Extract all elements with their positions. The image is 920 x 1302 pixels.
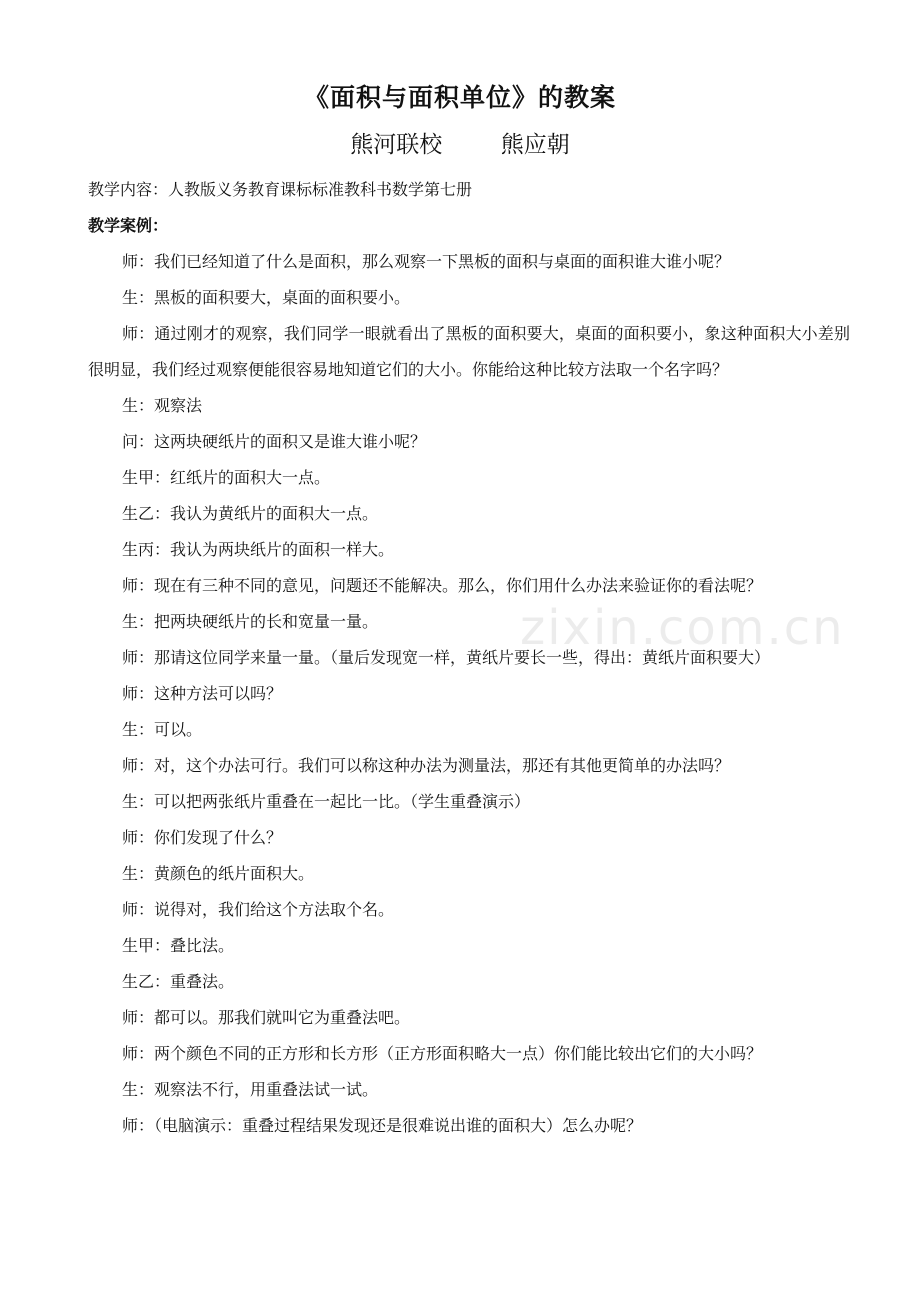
dialogue-line: 生：黄颜色的纸片面积大。 — [122, 864, 315, 883]
dialogue-line: 师：两个颜色不同的正方形和长方形（正方形面积略大一点）你们能比较出它们的大小吗？ — [122, 1044, 763, 1063]
teaching-content-line: 教学内容：人教版义务教育课标标准教科书数学第七册 — [88, 180, 473, 199]
dialogue-line: 生：黑板的面积要大，桌面的面积要小。 — [122, 288, 411, 307]
document-subtitle: 熊河联校 熊应朝 — [350, 132, 570, 158]
dialogue-line: 生乙：重叠法。 — [122, 972, 235, 991]
dialogue-line: 生丙：我认为两块纸片的面积一样大。 — [122, 540, 395, 559]
watermark: zixin.com.cn — [520, 600, 845, 656]
dialogue-line: 师：说得对，我们给这个方法取个名。 — [122, 900, 395, 919]
dialogue-line: 生甲：红纸片的面积大一点。 — [122, 468, 331, 487]
dialogue-line: 问：这两块硬纸片的面积又是谁大谁小呢？ — [122, 432, 427, 451]
document-title: 《面积与面积单位》的教案 — [303, 83, 616, 112]
dialogue-paragraph: 师：那请这位同学来量一量。（量后发现宽一样，黄纸片要长一些，得出：黄纸片面积要大） — [122, 648, 771, 667]
dialogue-line: 生甲：叠比法。 — [122, 936, 235, 955]
dialogue-line: 师：我们已经知道了什么是面积，那么观察一下黑板的面积与桌面的面积谁大谁小呢？ — [122, 252, 731, 271]
dialogue-line: 生：可以把两张纸片重叠在一起比一比。（学生重叠演示） — [122, 792, 531, 811]
dialogue-paragraph: 师：通过刚才的观察，我们同学一眼就看出了黑板的面积要大，桌面的面积要小，象这种面积大小差别很明显，我们经过观察便能很容易地知道它们的大小。你能给这种比较方法取一个名字吗？ — [88, 324, 850, 379]
dialogue-line: 生：把两块硬纸片的长和宽量一量。 — [122, 612, 379, 631]
case-heading: 教学案例： — [88, 216, 169, 235]
dialogue-line: 生：观察法不行，用重叠法试一试。 — [122, 1080, 379, 1099]
dialogue-line: 师：现在有三种不同的意见，问题还不能解决。那么，你们用什么办法来验证你的看法呢？ — [122, 576, 763, 595]
dialogue-line: 生：可以。 — [122, 720, 203, 739]
dialogue-line: 生乙：我认为黄纸片的面积大一点。 — [122, 504, 379, 523]
document-body — [88, 172, 850, 1144]
dialogue-line: 师：（电脑演示：重叠过程结果发现还是很难说出谁的面积大）怎么办呢？ — [122, 1116, 643, 1135]
dialogue-line: 师：对，这个办法可行。我们可以称这种办法为测量法，那还有其他更简单的办法吗？ — [122, 756, 731, 775]
dialogue-line: 生：观察法 — [122, 396, 203, 415]
dialogue-line: 师：你们发现了什么？ — [122, 828, 283, 847]
dialogue-line: 师：都可以。那我们就叫它为重叠法吧。 — [122, 1008, 411, 1027]
dialogue-line: 师：这种方法可以吗？ — [122, 684, 283, 703]
